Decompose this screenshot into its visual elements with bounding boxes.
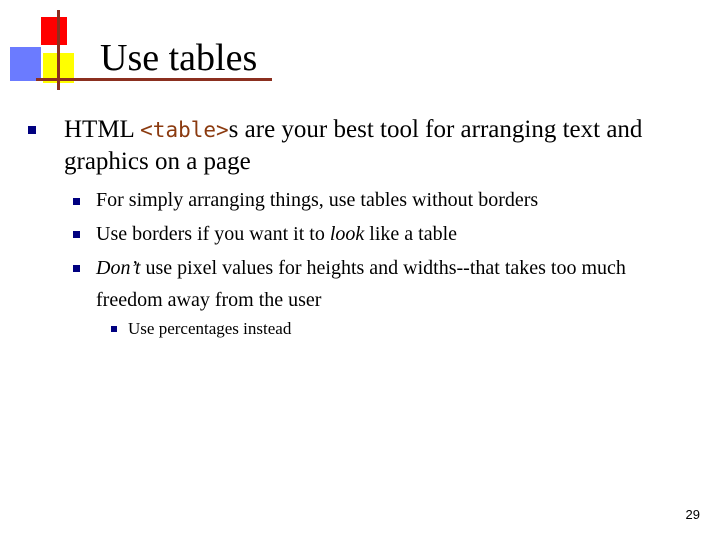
corner-logo (0, 0, 110, 100)
square-bullet-icon (111, 326, 117, 332)
sub-bullet-1: For simply arranging things, use tables without borders (96, 189, 539, 211)
sub-bullet-3-emphasis: Don’t (96, 257, 141, 279)
square-bullet-icon (28, 126, 36, 134)
sub-bullet-2-emphasis: look (329, 223, 365, 245)
main-bullet-prefix: HTML (64, 116, 141, 143)
square-bullet-icon (73, 198, 80, 205)
main-bullet-text (64, 114, 684, 178)
sub-bullet-2 (96, 218, 696, 250)
sub-bullet-3-text: use pixel values for heights and widths--that takes too much freedom away from the user (96, 257, 626, 311)
sub-bullet-3 (96, 252, 696, 316)
sub-bullet-2-before: Use borders if you want it to (96, 223, 330, 245)
square-bullet-icon (73, 231, 80, 238)
square-bullet-icon (73, 265, 80, 272)
red-square-decoration (41, 17, 67, 45)
sub-sub-bullet-1: Use percentages instead (128, 319, 292, 338)
page-number: 29 (685, 507, 700, 522)
sub-bullet-2-after: like a table (364, 223, 458, 245)
main-bullet-suffix: s are your best tool for arranging text and graphics on a page (64, 116, 643, 175)
slide-title: Use tables (100, 37, 258, 79)
table-tag-code: <table> (140, 118, 229, 142)
blue-square-decoration (10, 47, 41, 81)
